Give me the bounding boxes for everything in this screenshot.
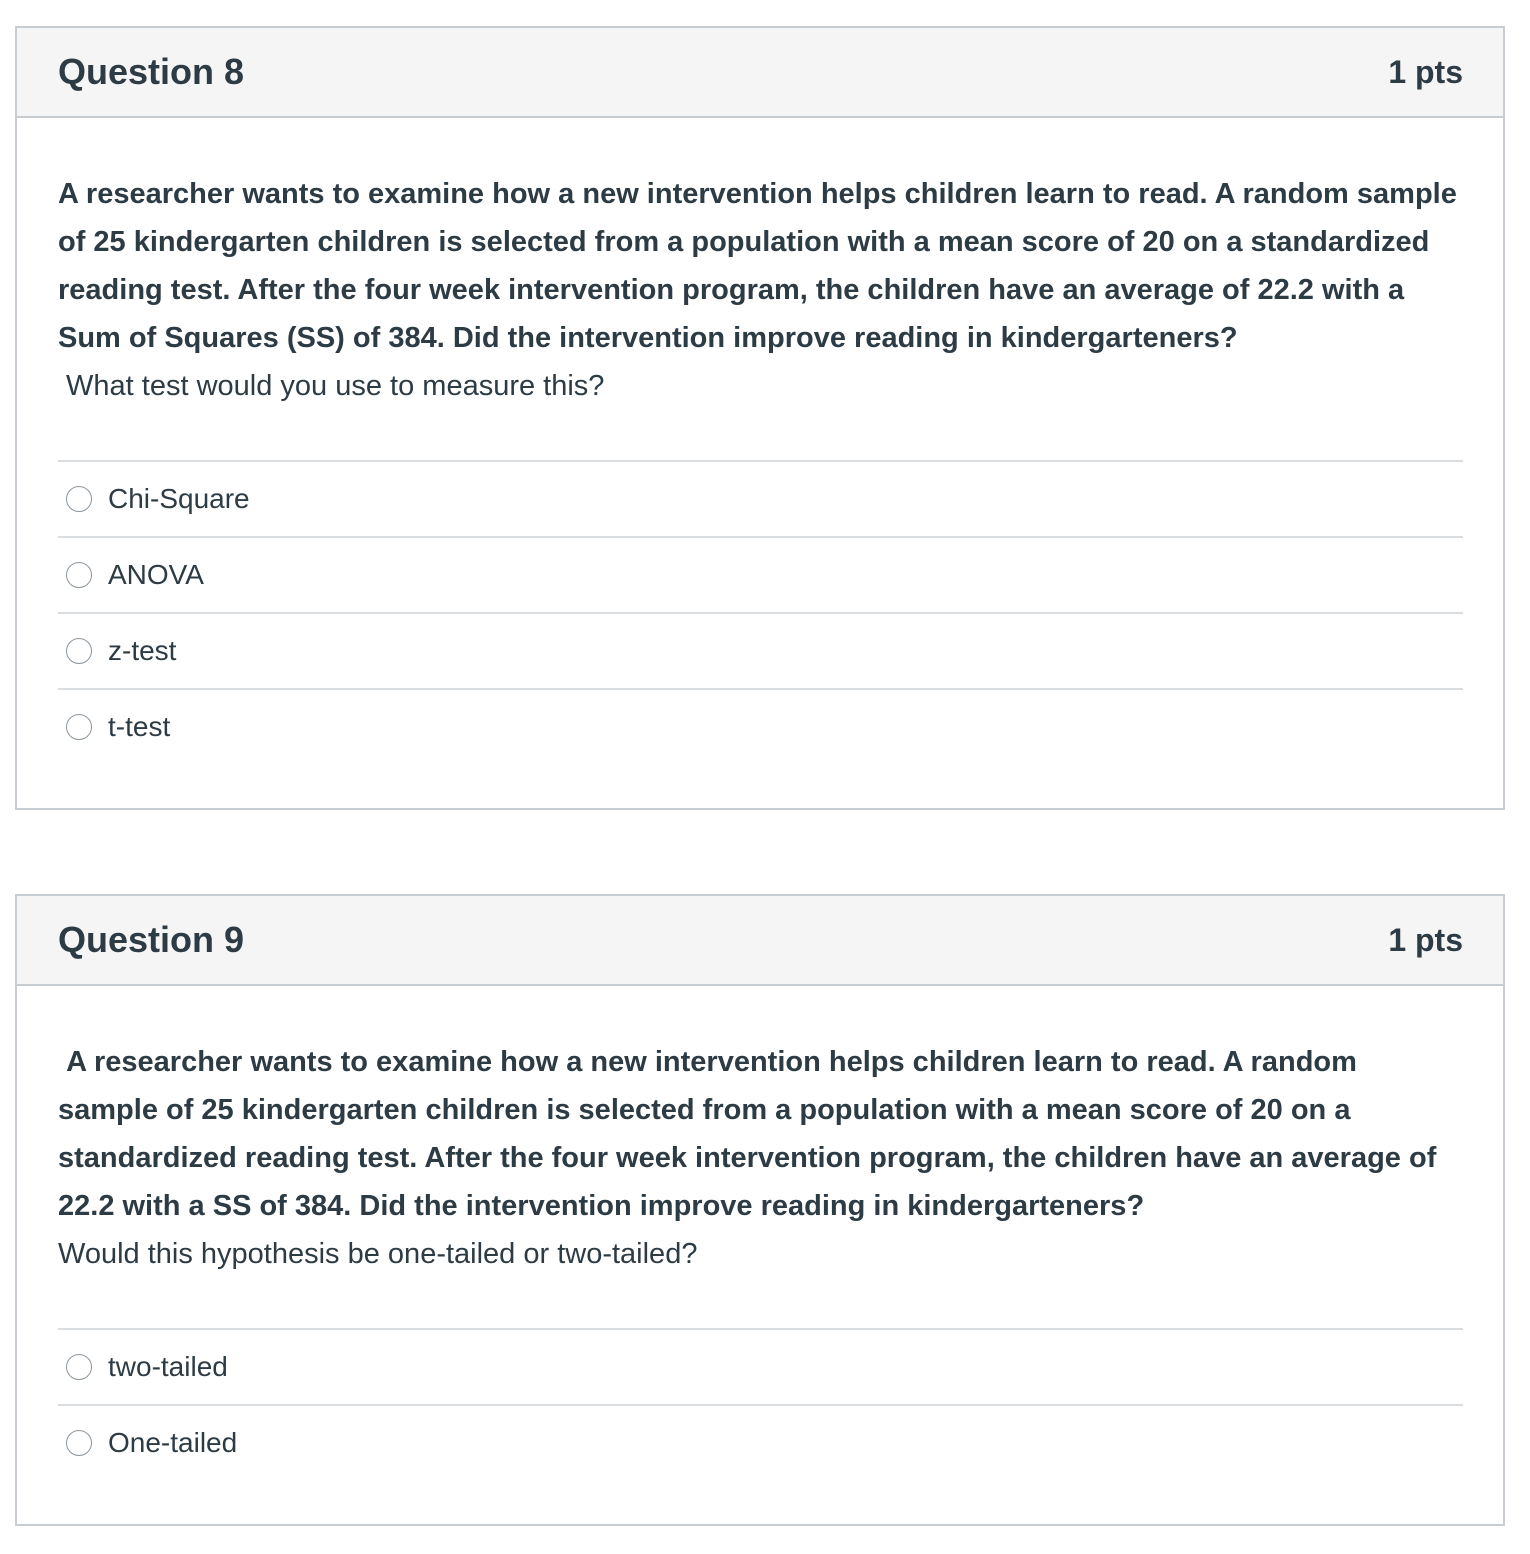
question-text-prompt: What test would you use to measure this? bbox=[58, 370, 605, 402]
question-text bbox=[58, 170, 1463, 410]
answer-option-one-tailed[interactable] bbox=[58, 1406, 1463, 1480]
answer-label[interactable]: ANOVA bbox=[108, 559, 204, 590]
radio-button-icon[interactable] bbox=[66, 714, 92, 740]
question-title: Question 8 bbox=[58, 51, 245, 92]
question-8-card bbox=[15, 26, 1505, 810]
answer-option-anova[interactable] bbox=[58, 538, 1463, 614]
question-points: 1 pts bbox=[1388, 921, 1463, 958]
answer-label[interactable]: Chi-Square bbox=[108, 483, 250, 514]
answer-option-z-test[interactable] bbox=[58, 614, 1463, 690]
radio-button-icon[interactable] bbox=[66, 638, 92, 664]
question-header bbox=[17, 896, 1503, 986]
question-body bbox=[17, 118, 1503, 764]
question-text bbox=[58, 1038, 1463, 1278]
radio-button-icon[interactable] bbox=[66, 1354, 92, 1380]
answer-label[interactable]: z-test bbox=[108, 635, 177, 666]
answer-option-two-tailed[interactable] bbox=[58, 1330, 1463, 1406]
answer-list bbox=[58, 460, 1463, 764]
answer-option-t-test[interactable] bbox=[58, 690, 1463, 764]
question-text-prompt: Would this hypothesis be one-tailed or two-tailed? bbox=[58, 1238, 698, 1270]
answer-list bbox=[58, 1328, 1463, 1480]
question-header bbox=[17, 28, 1503, 118]
question-title: Question 9 bbox=[58, 919, 245, 960]
question-9-card bbox=[15, 894, 1505, 1526]
answer-label[interactable]: One-tailed bbox=[108, 1427, 238, 1458]
radio-button-icon[interactable] bbox=[66, 562, 92, 588]
question-points: 1 pts bbox=[1388, 53, 1463, 90]
radio-button-icon[interactable] bbox=[66, 486, 92, 512]
question-body bbox=[17, 986, 1503, 1480]
answer-option-chi-square[interactable] bbox=[58, 462, 1463, 538]
answer-label[interactable]: t-test bbox=[108, 711, 171, 742]
radio-button-icon[interactable] bbox=[66, 1430, 92, 1456]
question-text-bold: A researcher wants to examine how a new intervention helps children learn to read. A random sample of 25 kindergarten children is selected from a population with a mean score of 20 on a standardized reading test. After the four week intervention program, the children have an average of 22.2 with a SS of 384. Did the intervention improve reading in kindergarteners? bbox=[58, 1046, 1445, 1222]
question-text-bold: A researcher wants to examine how a new intervention helps children learn to read. A random sample of 25 kindergarten children is selected from a population with a mean score of 20 on a standardized reading test. After the four week intervention program, the children have an average of 22.2 with a Sum of Squares (SS) of 384. Did the intervention improve reading in kindergarteners? bbox=[58, 178, 1457, 354]
answer-label[interactable]: two-tailed bbox=[108, 1351, 228, 1382]
